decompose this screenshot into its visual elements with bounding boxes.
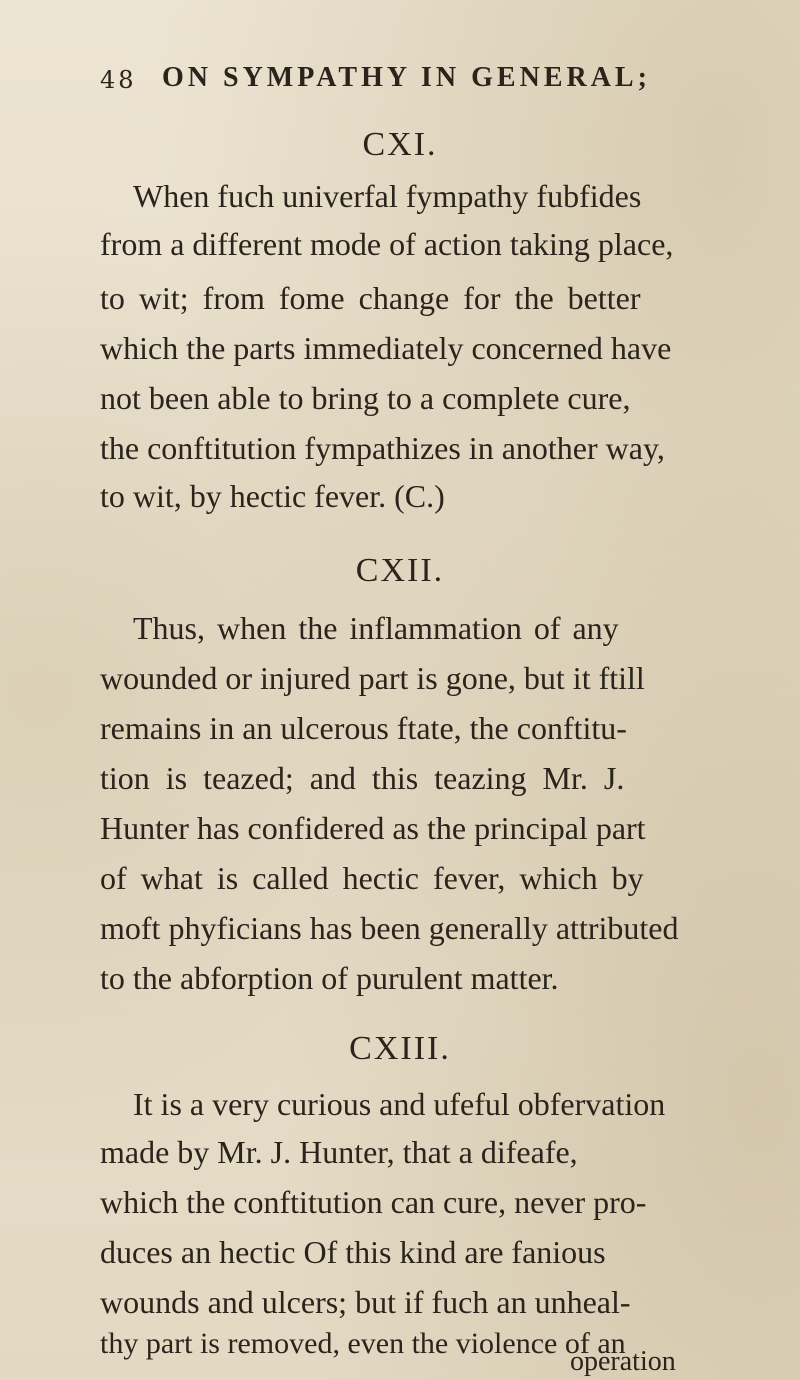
section-cxiii-line-2: made by Mr. J. Hunter, that a difeafe,	[100, 1134, 578, 1170]
section-cxii-line-3: remains in an ulcerous ftate, the conftitu-	[100, 710, 627, 746]
section-cxii-line-5: Hunter has confidered as the principal part	[100, 810, 646, 846]
section-cxi-line-6: the conftitution fympathizes in another way,	[100, 430, 665, 466]
section-heading-cxii: CXII.	[355, 552, 445, 589]
section-cxii-line-7: moft phyficians has been generally attributed	[100, 910, 679, 946]
catchword: operation	[570, 1346, 676, 1377]
page-number: 48	[100, 66, 137, 94]
section-cxi-line-4: which the parts immediately concerned have	[100, 330, 672, 366]
section-cxiii-line-4: duces an hectic Of this kind are fanious	[100, 1234, 606, 1270]
section-cxii-line-8: to the abforption of purulent matter.	[100, 960, 559, 996]
section-cxii-line-2: wounded or injured part is gone, but it ftill	[100, 660, 645, 696]
section-cxi-line-3: to wit; from fome change for the better	[100, 280, 641, 316]
section-heading-cxiii: CXIII.	[349, 1030, 451, 1067]
section-cxiii-line-1: It is a very curious and ufeful obfervation	[133, 1086, 666, 1122]
section-heading-cxi: CXI.	[362, 126, 438, 163]
section-cxiii-line-3: which the conftitution can cure, never pro-	[100, 1184, 647, 1220]
section-cxi-line-5: not been able to bring to a complete cure,	[100, 380, 631, 416]
section-cxi-line-1: When fuch univerfal fympathy fubfides	[133, 178, 642, 214]
section-cxiii-line-6: thy part is removed, even the violence of an	[100, 1327, 626, 1360]
section-cxiii-line-5: wounds and ulcers; but if fuch an unheal-	[100, 1284, 631, 1320]
section-cxii-line-1: Thus, when the inflammation of any	[133, 610, 619, 646]
running-head-title: ON SYMPATHY IN GENERAL;	[162, 62, 651, 93]
section-cxii-line-4: tion is teazed; and this teazing Mr. J.	[100, 760, 625, 796]
section-cxi-line-2: from a different mode of action taking place,	[100, 226, 674, 262]
section-cxi-line-7: to wit, by hectic fever. (C.)	[100, 478, 445, 514]
running-head	[100, 62, 740, 102]
section-cxii-line-6: of what is called hectic fever, which by	[100, 860, 644, 896]
